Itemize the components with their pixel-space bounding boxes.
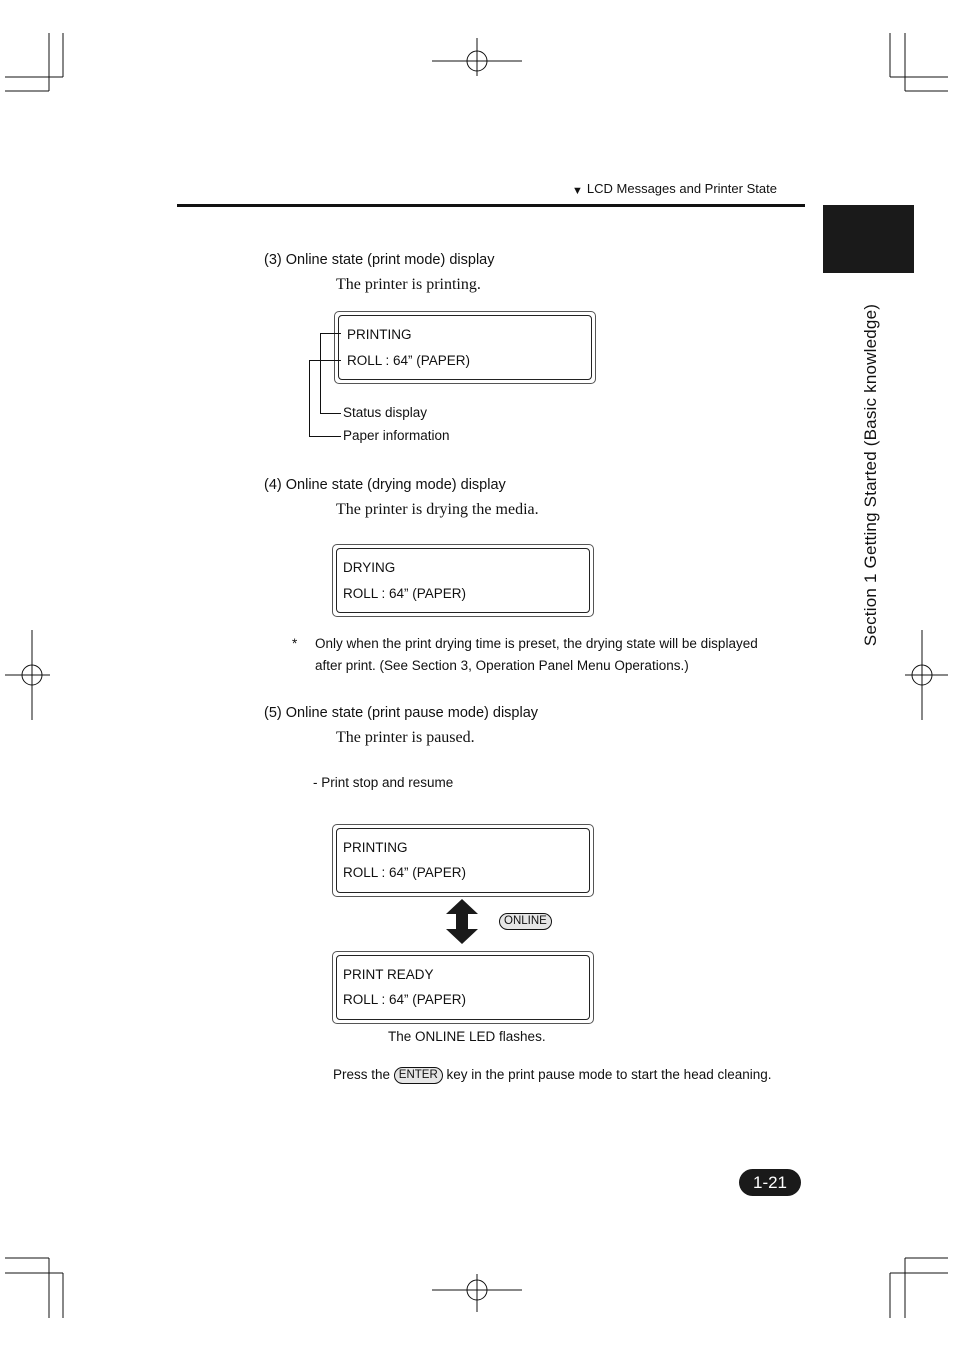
lcd-paper-line: ROLL : 64” (PAPER): [343, 586, 467, 601]
lcd-status-line: DRYING: [343, 560, 396, 575]
head-cleaning-instruction: [333, 1067, 772, 1084]
lcd-display-drying: [332, 544, 594, 617]
triangle-down-icon: ▼: [572, 185, 583, 197]
side-section-title: Section 1 Getting Started (Basic knowledge): [861, 303, 880, 647]
enter-key-icon: ENTER: [394, 1067, 443, 1084]
online-key-label: ONLINE: [499, 913, 552, 930]
section3-description: The printer is printing.: [336, 276, 481, 293]
lcd-display-print-ready: [332, 951, 594, 1024]
section4-description: The printer is drying the media.: [336, 501, 539, 518]
lcd-paper-line: ROLL : 64” (PAPER): [343, 992, 467, 1007]
print-stop-resume-note: - Print stop and resume: [313, 775, 454, 790]
paper-information-label: Paper information: [343, 428, 450, 443]
press-suffix: key in the print pause mode to start the head cleaning.: [446, 1067, 772, 1083]
lcd-display-printing-2: [332, 824, 594, 897]
note-line-1: Only when the print drying time is preset, the drying state will be displayed: [315, 636, 758, 651]
section4-heading: (4) Online state (drying mode) display: [264, 477, 506, 493]
note-line-2: after print. (See Section 3, Operation Panel Menu Operations.): [315, 658, 689, 673]
status-display-label: Status display: [343, 405, 428, 420]
section5-description: The printer is paused.: [336, 729, 475, 746]
lcd-status-line: PRINT READY: [343, 967, 434, 982]
lcd-paper-line: ROLL : 64” (PAPER): [343, 865, 467, 880]
double-arrow-icon: [444, 898, 480, 945]
header-rule: [177, 204, 805, 207]
page-number: 1-21: [739, 1169, 801, 1196]
running-head-text: LCD Messages and Printer State: [586, 181, 777, 196]
section5-heading: (5) Online state (print pause mode) display: [264, 705, 539, 721]
paper-callout-line: [309, 360, 341, 437]
lcd-inner-frame: [336, 548, 590, 613]
note-asterisk: *: [292, 636, 298, 651]
lcd-inner-frame: [336, 955, 590, 1020]
lcd-status-line: PRINTING: [347, 327, 412, 342]
lcd-status-line: PRINTING: [343, 840, 408, 855]
running-head: [572, 181, 777, 196]
section-tab: [823, 205, 914, 273]
press-prefix: Press the: [333, 1067, 391, 1083]
lcd-display-printing: [334, 311, 596, 384]
led-flash-caption: The ONLINE LED flashes.: [388, 1029, 546, 1044]
section3-heading: (3) Online state (print mode) display: [264, 252, 495, 268]
lcd-inner-frame: [336, 828, 590, 893]
lcd-paper-line: ROLL : 64” (PAPER): [347, 353, 471, 368]
lcd-inner-frame: [338, 315, 592, 380]
online-key-icon: [499, 913, 552, 931]
